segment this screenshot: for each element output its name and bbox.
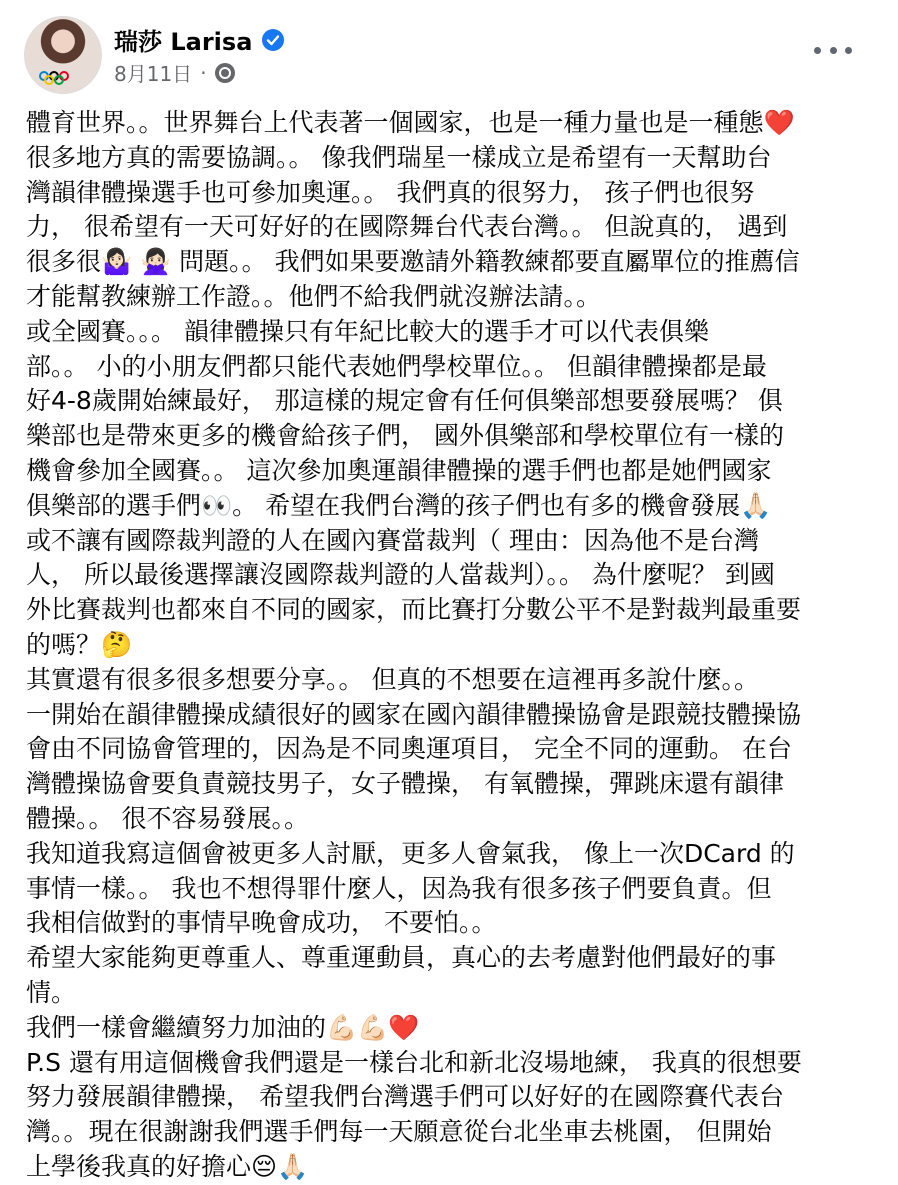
verified-badge-icon [262,29,284,51]
globe-icon[interactable] [215,63,235,83]
post-text-line: 情。 [26,977,77,1007]
post-text-line: 我相信做對的事情早晚會成功， 不要怕。。 [26,908,497,938]
post-text-line: 我們一樣會繼續努力加油的💪🏻💪🏻❤️ [26,1012,420,1042]
post-text-line: 人， 所以最後選擇讓沒國際裁判證的人當裁判）。。 為什麼呢？ 到國 [26,560,775,590]
post-text-line: 灣體操協會要負責競技男子，女子體操， 有氧體操，彈跳床還有韻律 [26,769,784,799]
author-name[interactable]: 瑞莎 Larisa [114,28,253,56]
post-date[interactable]: 8月11日 [114,62,193,86]
post-text-line: 會由不同協會管理的，因為是不同奧運項目， 完全不同的運動。 在台 [26,734,792,764]
olympic-rings-icon [39,71,87,83]
post-text-line: 很多很🤷🏻‍♀️ 🙅🏻‍♀️ 問題。。 我們如果要邀請外籍教練都要直屬單位的推薦信 [26,247,800,277]
post-text-line: 或不讓有國際裁判證的人在國內賽當裁判（ 理由：因為他不是台灣 [26,525,759,555]
post-text-line: 外比賽裁判也都來自不同的國家，而比賽打分數公平不是對裁判最重要 [26,595,802,625]
post-text-line: 很多地方真的需要協調。。 像我們瑞星一樣成立是希望有一天幫助台 [26,142,772,172]
post-text-line: 力， 很希望有一天可好好的在國際舞台代表台灣。。 但說真的， 遇到 [26,212,788,242]
post-text-line: 機會參加全國賽。。 這次參加奧運韻律體操的選手們也都是她們國家 [26,455,772,485]
post-text-line: 樂部也是帶來更多的機會給孩子們， 國外俱樂部和學校單位有一樣的 [26,421,784,451]
post-text-line: 努力發展韻律體操， 希望我們台灣選手們可以好好的在國際賽代表台 [26,1082,784,1112]
post-text-line: 其實還有很多很多想要分享。。 但真的不想要在這裡再多說什麼。。 [26,664,759,694]
post-text-line: 俱樂部的選手們👀。 希望在我們台灣的孩子們也有多的機會發展🙏🏻 [26,490,772,520]
post-text-line: P.S 還有用這個機會我們還是一樣台北和新北沒場地練， 我真的很想要 [26,1047,802,1077]
post-text-line: 灣。。現在很謝謝我們選手們每一天願意從台北坐車去桃園， 但開始 [26,1117,772,1147]
post-text-line: 上學後我真的好擔心😔🙏🏻 [26,1151,309,1181]
post-text-line: 的嗎？🤔 [26,629,133,659]
post-text-line: 或全國賽。。。 韻律體操只有年紀比較大的選手才可以代表俱樂 [26,316,709,346]
post-text-line: 一開始在韻律體操成績很好的國家在國內韻律體操協會是跟競技體操協 [26,699,802,729]
post-text-line: 部。。 小的小朋友們都只能代表她們學校單位。。 但韻律體操都是最 [26,351,767,381]
post-text-line: 好4-8歲開始練最好， 那這樣的規定會有任何俱樂部想要發展嗎？ 俱 [26,386,783,416]
post-text-line: 體操。。 很不容易發展。。 [26,803,309,833]
more-options-icon[interactable] [814,40,852,60]
post-body [26,106,872,1185]
post-text-line: 體育世界。。世界舞台上代表著一個國家，也是一種力量也是一種態❤️ [26,108,795,137]
post-meta [114,58,235,87]
post-text-line: 事情一樣。。 我也不想得罪什麼人，因為我有很多孩子們要負責。但 [26,873,772,903]
meta-separator: · [200,60,207,85]
avatar[interactable] [24,16,102,94]
post-text-line: 才能幫教練辦工作證。。他們不給我們就沒辦法請。。 [26,281,602,311]
post-text-line: 灣韻律體操選手也可參加奧運。。 我們真的很努力， 孩子們也很努 [26,177,755,207]
author-row [114,22,284,57]
post-text-line: 我知道我寫這個會被更多人討厭，更多人會氣我， 像上一次DCard 的 [26,838,795,868]
post-header [24,16,874,92]
post-text-line: 希望大家能夠更尊重人、尊重運動員，真心的去考慮對他們最好的事 [26,943,777,973]
